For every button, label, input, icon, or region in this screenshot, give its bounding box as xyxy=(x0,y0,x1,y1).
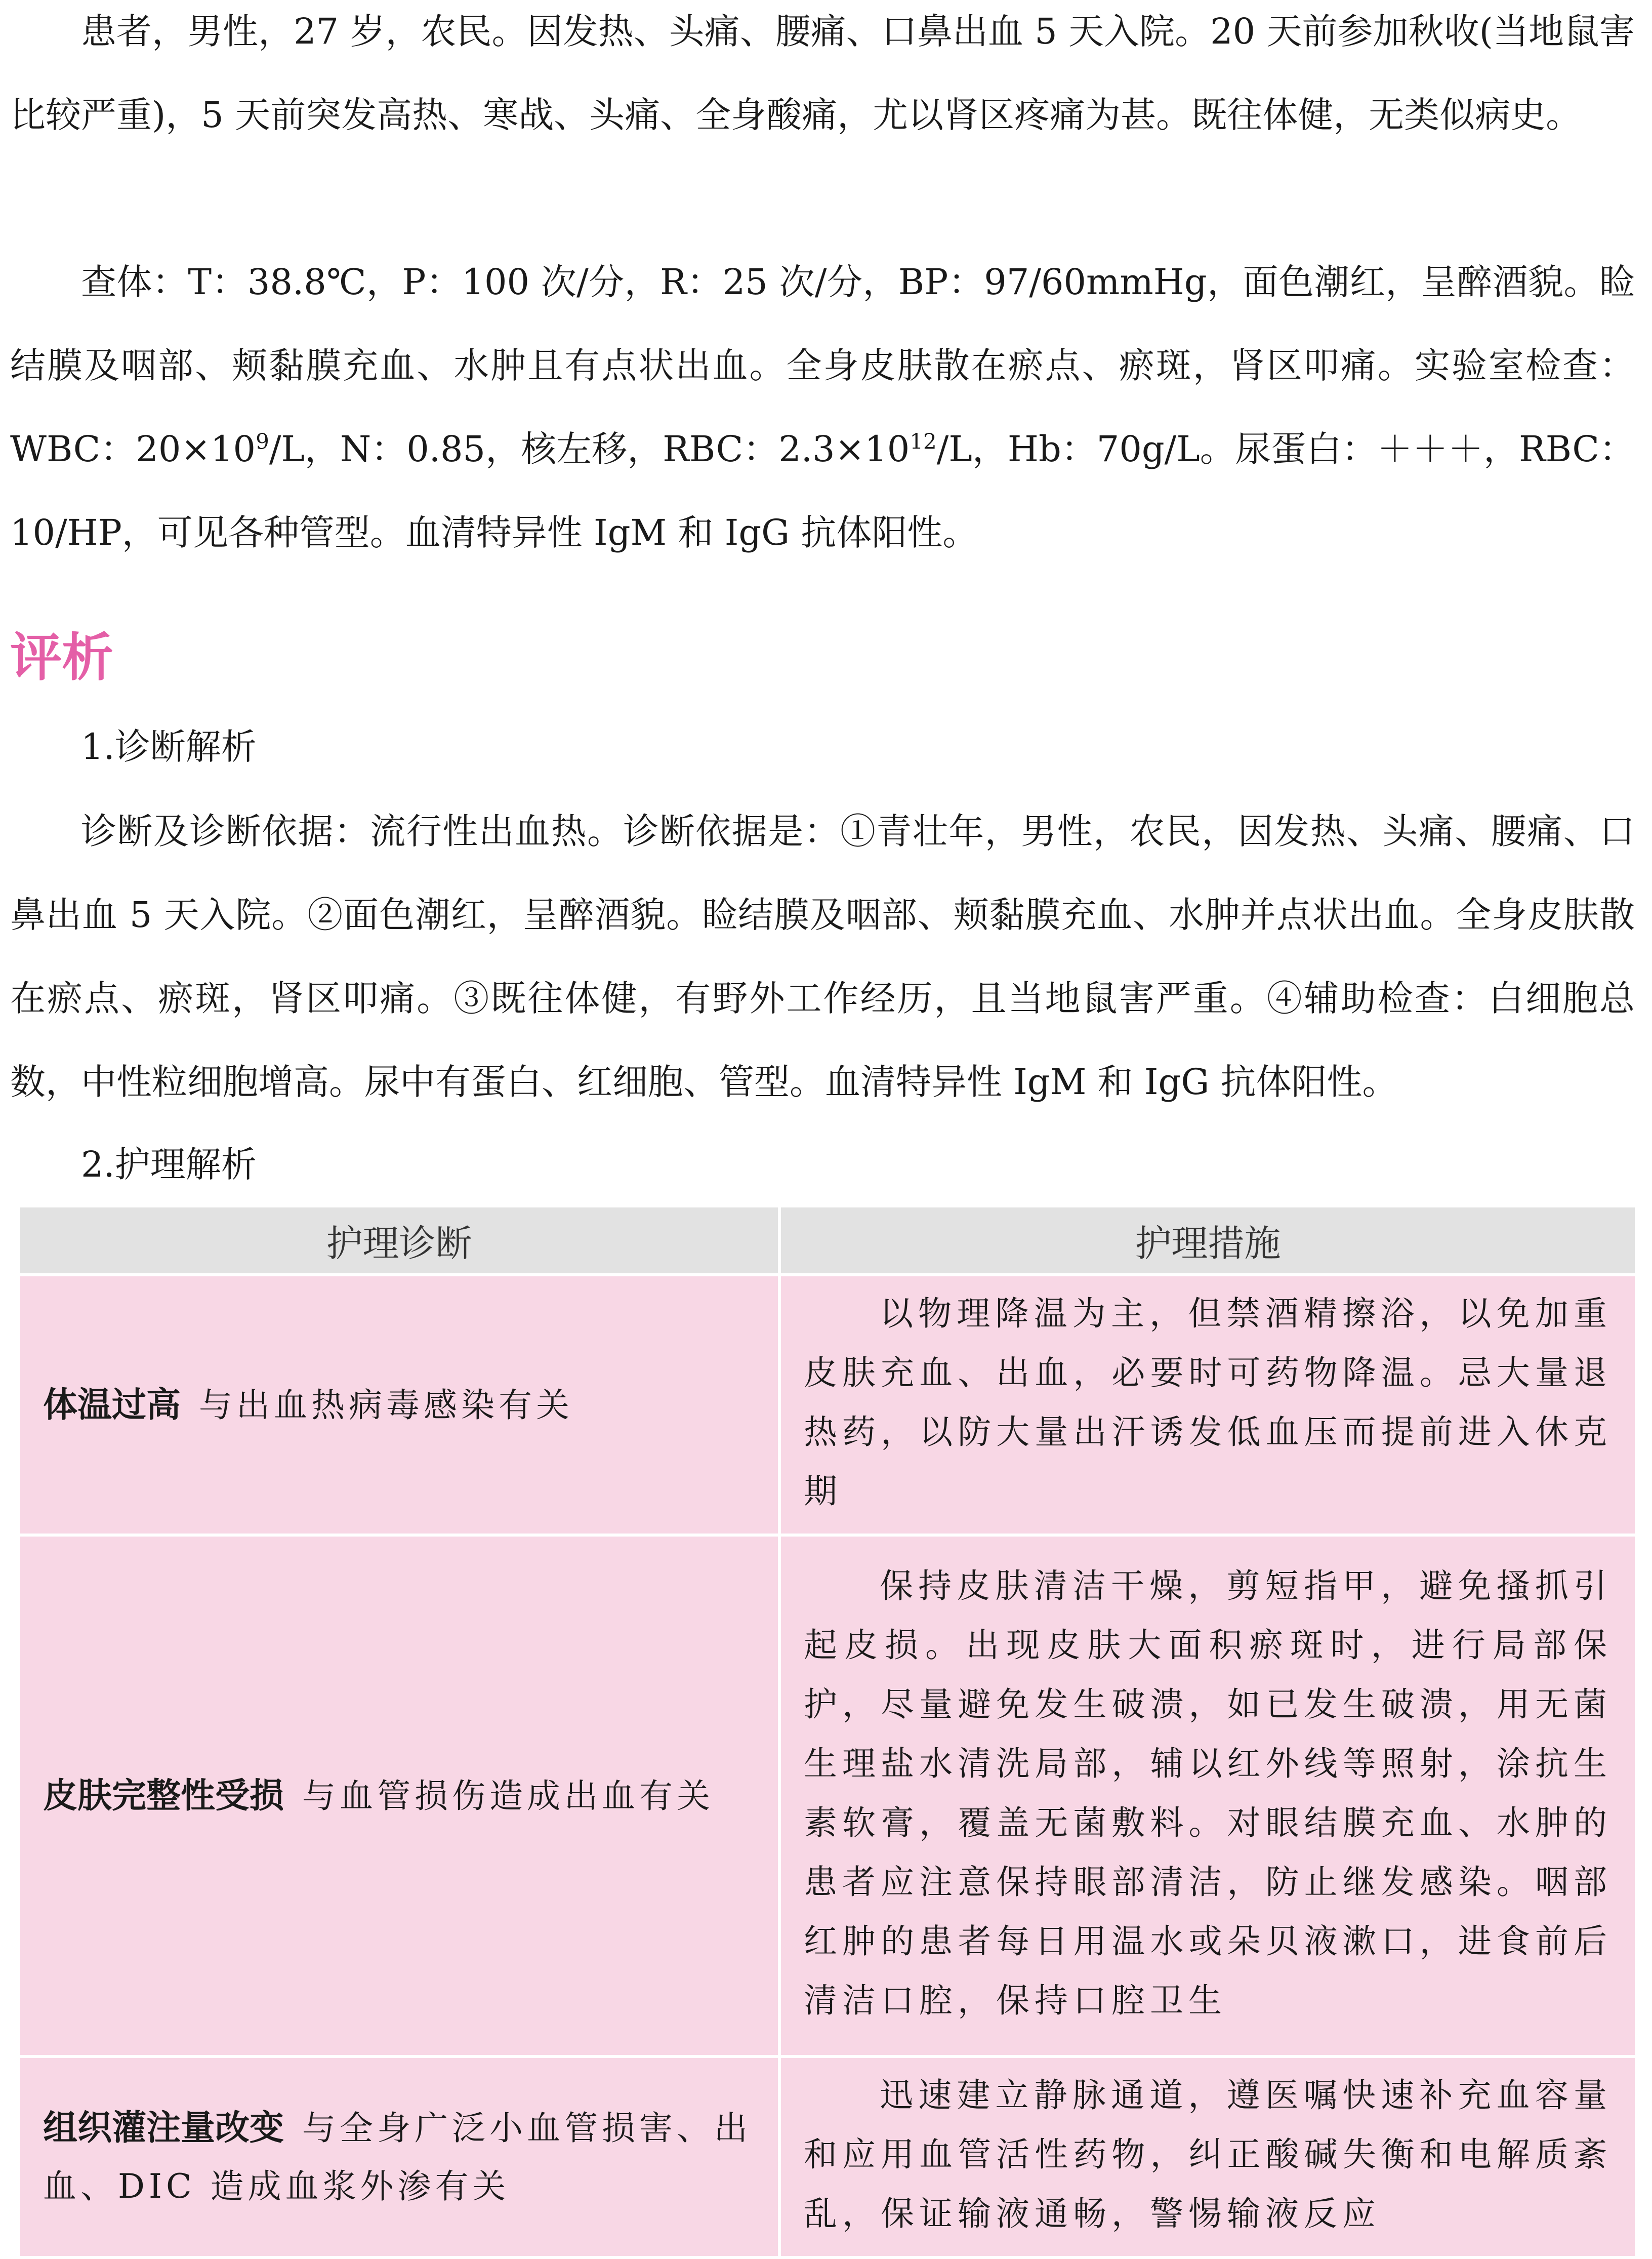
measures-cell: 迅速建立静脉通道，遵医嘱快速补充血容量和应用血管活性药物，纠正酸碱失衡和电解质紊乱，保证输液通畅，警惕输液反应 xyxy=(779,2056,1635,2257)
exam-exponent-rbc: 12 xyxy=(910,429,937,454)
case-paragraph-exam xyxy=(10,240,1635,575)
analysis-heading: 评析 xyxy=(10,628,113,688)
diagnosis-subheading: 1.诊断解析 xyxy=(81,726,257,768)
nursing-subheading: 2.护理解析 xyxy=(81,1144,257,1185)
table-header-row xyxy=(20,1207,1635,1275)
measures-cell: 保持皮肤清洁干燥，剪短指甲，避免搔抓引起皮损。出现皮肤大面积瘀斑时，进行局部保护，尽量避免发生破溃，如已发生破溃，用无菌生理盐水清洗局部，辅以红外线等照射，涂抗生素软膏，覆盖无菌敷料。对眼结膜充血、水肿的患者应注意保持眼部清洁，防止继发感染。咽部红肿的患者每日用温水或朵贝液漱口，进食前后清洁口腔，保持口腔卫生 xyxy=(779,1535,1635,2056)
diagnosis-title: 皮肤完整性受损 xyxy=(43,1776,284,1816)
diagnosis-title: 体温过高 xyxy=(43,1385,181,1425)
table-row xyxy=(20,1275,1635,1535)
diagnosis-paragraph: 诊断及诊断依据：流行性出血热。诊断依据是：①青壮年，男性，农民，因发热、头痛、腰痛、口鼻出血 5 天入院。②面色潮红，呈醉酒貌。睑结膜及咽部、颊黏膜充血、水肿并点状出血。全身皮肤散在瘀点、瘀斑，肾区叩痛。③既往体健，有野外工作经历，且当地鼠害严重。④辅助检查：白细胞总数，中性粒细胞增高。尿中有蛋白、红细胞、管型。血清特异性 IgM 和 IgG 抗体阳性。 xyxy=(10,811,1635,1103)
diagnosis-cause: 与血管损伤造成出血有关 xyxy=(302,1776,715,1816)
measures-cell: 以物理降温为主，但禁酒精擦浴，以免加重皮肤充血、出血，必要时可药物降温。忌大量退热药，以防大量出汗诱发低血压而提前进入休克期 xyxy=(779,1275,1635,1535)
diagnosis-title: 组织灌注量改变 xyxy=(43,2108,284,2148)
exam-exponent-wbc: 9 xyxy=(256,429,269,454)
diagnosis-cause: 与出血热病毒感染有关 xyxy=(199,1385,574,1425)
nursing-table xyxy=(20,1207,1635,2259)
diagnosis-cell xyxy=(20,1275,779,1535)
diagnosis-cell xyxy=(20,2056,779,2257)
diagnosis-cause: 与全身广泛小血管损害、出血、DIC 造成血浆外渗有关 xyxy=(43,2108,752,2206)
exam-text-part-2: /L，N：0.85，核左移，RBC：2.3×10 xyxy=(269,428,910,470)
exam-text-part-1: 查体：T：38.8℃，P：100 次/分，R：25 次/分，BP：97/60mmHg，面色潮红，呈醉酒貌。睑结膜及咽部、颊黏膜充血、水肿且有点状出血。全身皮肤散在瘀点、瘀斑，肾区叩痛。实验室检查：WBC：20×10 xyxy=(10,261,1635,470)
header-nursing-measures: 护理措施 xyxy=(779,1207,1635,1275)
table-row xyxy=(20,2056,1635,2257)
table-row xyxy=(20,1535,1635,2056)
diagnosis-cell xyxy=(20,1535,779,2056)
case-paragraph-history: 患者，男性，27 岁，农民。因发热、头痛、腰痛、口鼻出血 5 天入院。20 天前参加秋收(当地鼠害比较严重)，5 天前突发高热、寒战、头痛、全身酸痛，尤以肾区疼痛为甚。既往体健，无类似病史。 xyxy=(10,11,1635,136)
header-nursing-diagnosis: 护理诊断 xyxy=(20,1207,779,1275)
exam-text-part-3: /L，Hb：70g/L。尿蛋白：＋＋＋，RBC：10/HP，可见各种管型。血清特异性 IgM 和 IgG 抗体阳性。 xyxy=(10,428,1635,553)
